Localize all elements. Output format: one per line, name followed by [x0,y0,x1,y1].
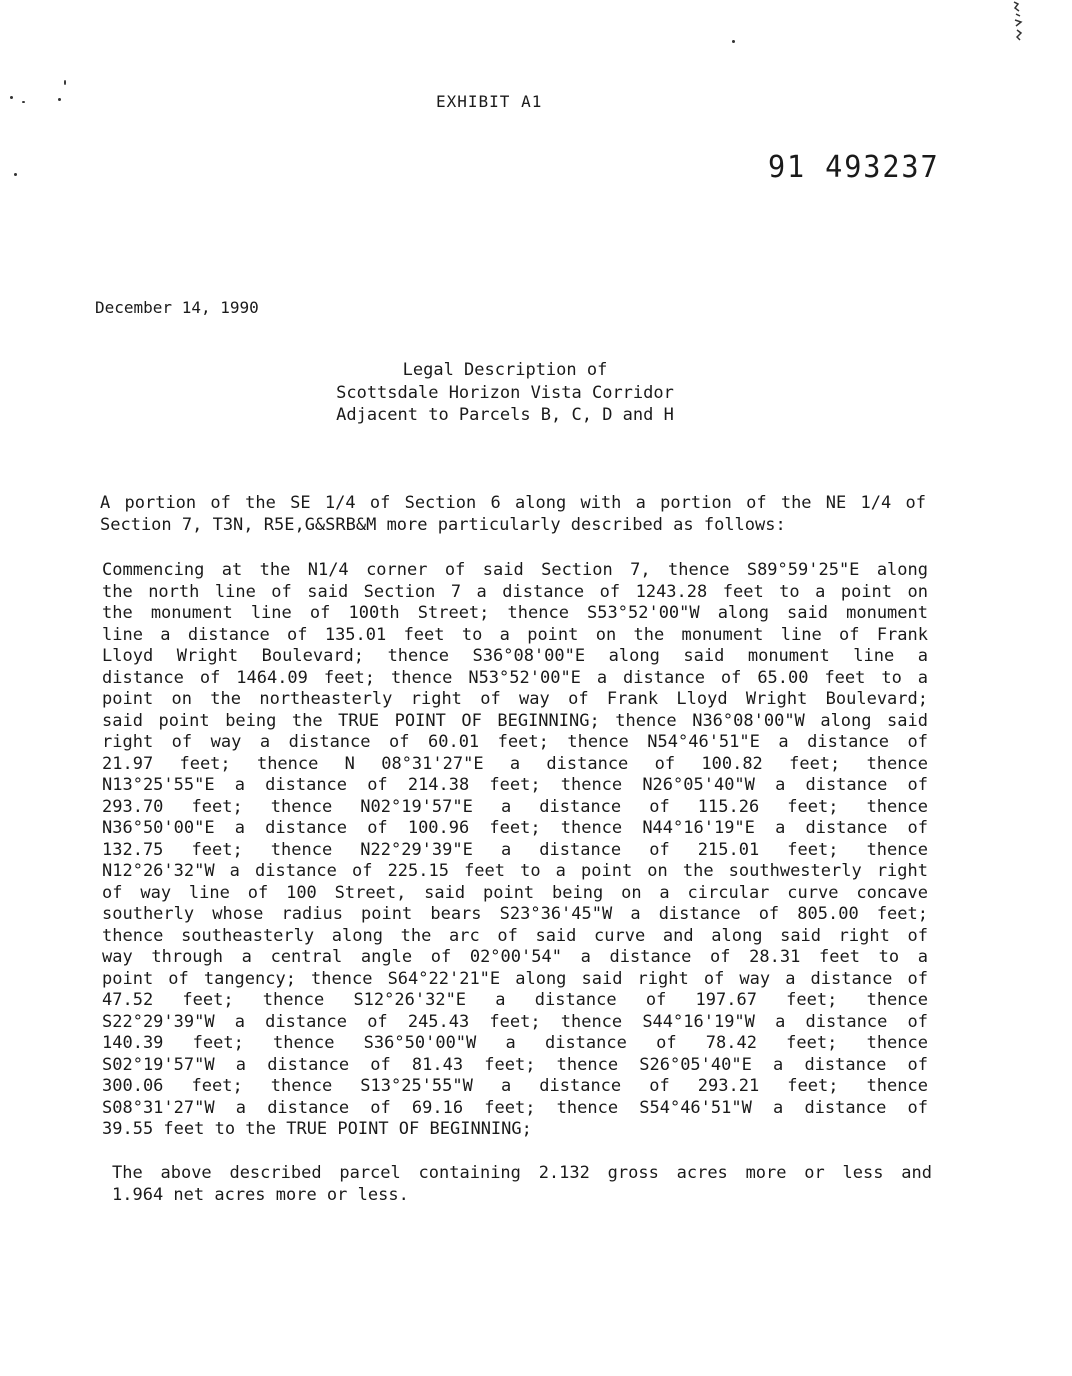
title-line-2: Scottsdale Horizon Vista Corridor [336,383,674,403]
description-line: distance of 1464.09 feet; thence N53°52'00"E a distance of 65.00 feet to a [102,668,928,688]
description-line: right of way a distance of 60.01 feet; thence N54°46'51"E a distance of [102,732,928,752]
description-line: N36°50'00"E a distance of 100.96 feet; thence N44°16'19"E a distance of [102,818,928,838]
scan-margin-mark [1010,0,1032,46]
description-line: Commencing at the N1/4 corner of said Section 7, thence S89°59'25"E along [102,560,928,580]
description-line: said point being the TRUE POINT OF BEGINNING; thence N36°08'00"W along said [102,711,928,731]
scan-speck [732,40,735,43]
scan-speck [64,80,66,85]
exhibit-label: EXHIBIT A1 [436,92,543,111]
description-line: S22°29'39"W a distance of 245.43 feet; thence S44°16'19"W a distance of [102,1012,928,1032]
description-line: S08°31'27"W a distance of 69.16 feet; thence S54°46'51"W a distance of [102,1098,928,1118]
description-line: 140.39 feet; thence S36°50'00"W a distance of 78.42 feet; thence [102,1033,928,1053]
scan-speck [10,96,13,99]
scan-speck [14,173,17,176]
scan-speck [22,101,25,103]
description-line: thence southeasterly along the arc of said curve and along said right of [102,926,928,946]
description-line: line a distance of 135.01 feet to a point on the monument line of Frank [102,625,928,645]
description-line: the monument line of 100th Street; thence S53°52'00"W along said monument [102,603,928,623]
description-line: N13°25'55"E a distance of 214.38 feet; thence N26°05'40"W a distance of [102,775,928,795]
closing-line: The above described parcel containing 2.132 gross acres more or less and [112,1163,932,1183]
description-line: point on the northeasterly right of way of Frank Lloyd Wright Boulevard; [102,689,928,709]
description-line: 21.97 feet; thence N 08°31'27"E a distance of 100.82 feet; thence [102,754,928,774]
description-line: 132.75 feet; thence N22°29'39"E a distance of 215.01 feet; thence [102,840,928,860]
description-line: point of tangency; thence S64°22'21"E along said right of way a distance of [102,969,928,989]
description-line: southerly whose radius point bears S23°36'45"W a distance of 805.00 feet; [102,904,928,924]
scan-speck [58,98,61,101]
document-date: December 14, 1990 [95,298,259,317]
description-line: S02°19'57"W a distance of 81.43 feet; thence S26°05'40"E a distance of [102,1055,928,1075]
description-line: N12°26'32"W a distance of 225.15 feet to a point on the southwesterly right [102,861,928,881]
title-line-3: Adjacent to Parcels B, C, D and H [336,405,674,425]
description-line: 300.06 feet; thence S13°25'55"W a distance of 293.21 feet; thence [102,1076,928,1096]
description-line: Lloyd Wright Boulevard; thence S36°08'00"E along said monument line a [102,646,928,666]
intro-line: A portion of the SE 1/4 of Section 6 along with a portion of the NE 1/4 of [100,493,926,513]
description-line: of way line of 100 Street, said point being on a circular curve concave [102,883,928,903]
description-line: way through a central angle of 02°00'54" a distance of 28.31 feet to a [102,947,928,967]
intro-line: Section 7, T3N, R5E,G&SRB&M more particularly described as follows: [100,515,786,535]
closing-line: 1.964 net acres more or less. [112,1185,409,1205]
description-line: 47.52 feet; thence S12°26'32"E a distance of 197.67 feet; thence [102,990,928,1010]
description-line: 293.70 feet; thence N02°19'57"E a distance of 115.26 feet; thence [102,797,928,817]
title-line-1: Legal Description of [402,360,608,380]
description-line: the north line of said Section 7 a distance of 1243.28 feet to a point on [102,582,928,602]
description-line: 39.55 feet to the TRUE POINT OF BEGINNING; [102,1119,532,1139]
document-number: 91 493237 [768,150,940,185]
